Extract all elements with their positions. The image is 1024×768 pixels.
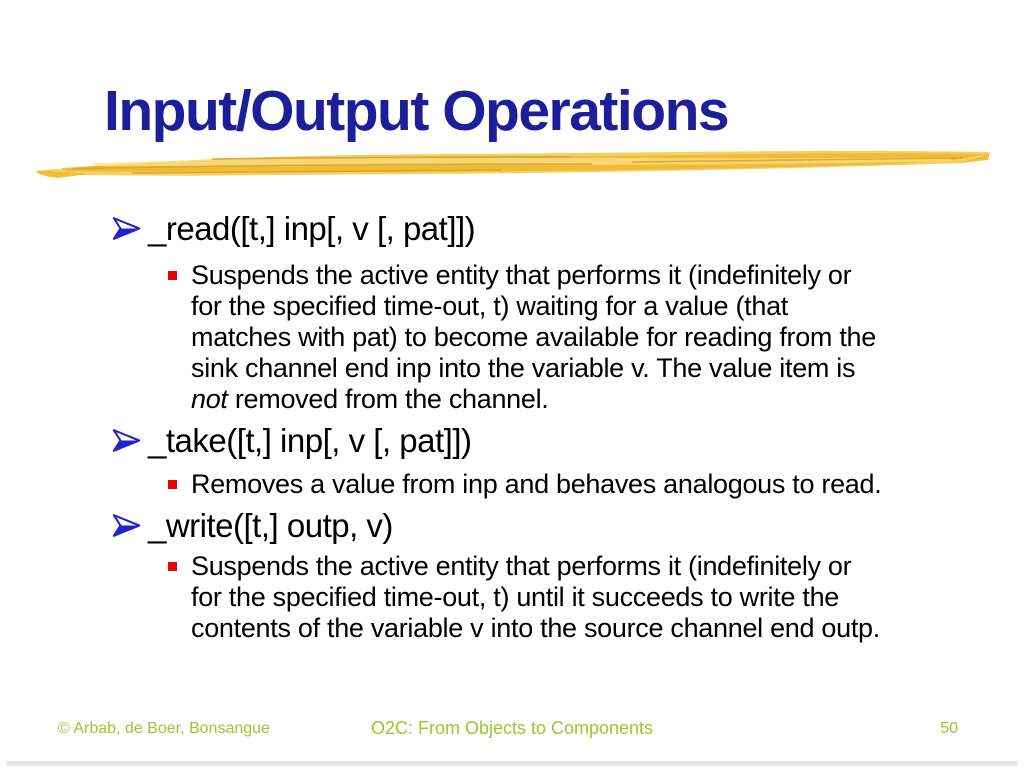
bullet-take xyxy=(112,421,471,461)
text-line: sink channel end inp into the variable v. The value item is xyxy=(191,353,856,383)
bullet-take-label: _take([t,] inp[, v [, pat]]) xyxy=(148,422,472,459)
bullet-write-label: _write([t,] outp, v) xyxy=(148,507,393,544)
text-line: Suspends the active entity that performs it (indefinitely or xyxy=(191,260,852,290)
text-line: for the specified time-out, t) waiting for a value (that xyxy=(191,291,788,321)
arrow-bullet-icon xyxy=(112,513,142,538)
subbullet-write-description xyxy=(168,551,880,644)
bullet-read-label: _read([t,] inp[, v [, pat]]) xyxy=(148,210,476,247)
subbullet-take-text xyxy=(191,469,881,500)
arrow-bullet-icon xyxy=(112,216,142,241)
italic-word: not xyxy=(191,384,228,414)
bullet-write xyxy=(112,506,393,546)
text-line: matches with pat) to become available for reading from the xyxy=(191,322,876,352)
subbullet-take-description xyxy=(168,469,881,500)
bullet-read xyxy=(112,209,475,249)
small-red-square-icon xyxy=(168,562,177,571)
small-red-square-icon xyxy=(168,271,177,280)
text-line xyxy=(191,384,876,415)
footer-copyright: © Arbab, de Boer, Bonsangue xyxy=(58,720,270,737)
subbullet-read-text xyxy=(191,260,876,415)
subbullet-write-text xyxy=(191,551,880,644)
text-rest: removed from the channel. xyxy=(227,384,549,414)
text-line: Suspends the active entity that performs it (indefinitely or xyxy=(191,551,852,581)
text-line: contents of the variable v into the source channel end outp. xyxy=(191,613,880,643)
slide-footer xyxy=(0,718,1024,744)
bottom-divider xyxy=(6,761,1018,766)
text-line: for the specified time-out, t) until it succeeds to write the xyxy=(191,582,839,612)
text-line: Removes a value from inp and behaves analogous to read. xyxy=(191,469,882,499)
footer-course-title: O2C: From Objects to Components xyxy=(370,718,654,738)
small-red-square-icon xyxy=(168,480,177,489)
subbullet-read-description xyxy=(168,260,876,415)
arrow-bullet-icon xyxy=(112,428,142,453)
slide-title: Input/Output Operations xyxy=(104,79,729,143)
footer-page-number: 50 xyxy=(940,720,958,737)
gold-highlight-swoosh-icon xyxy=(32,137,994,185)
